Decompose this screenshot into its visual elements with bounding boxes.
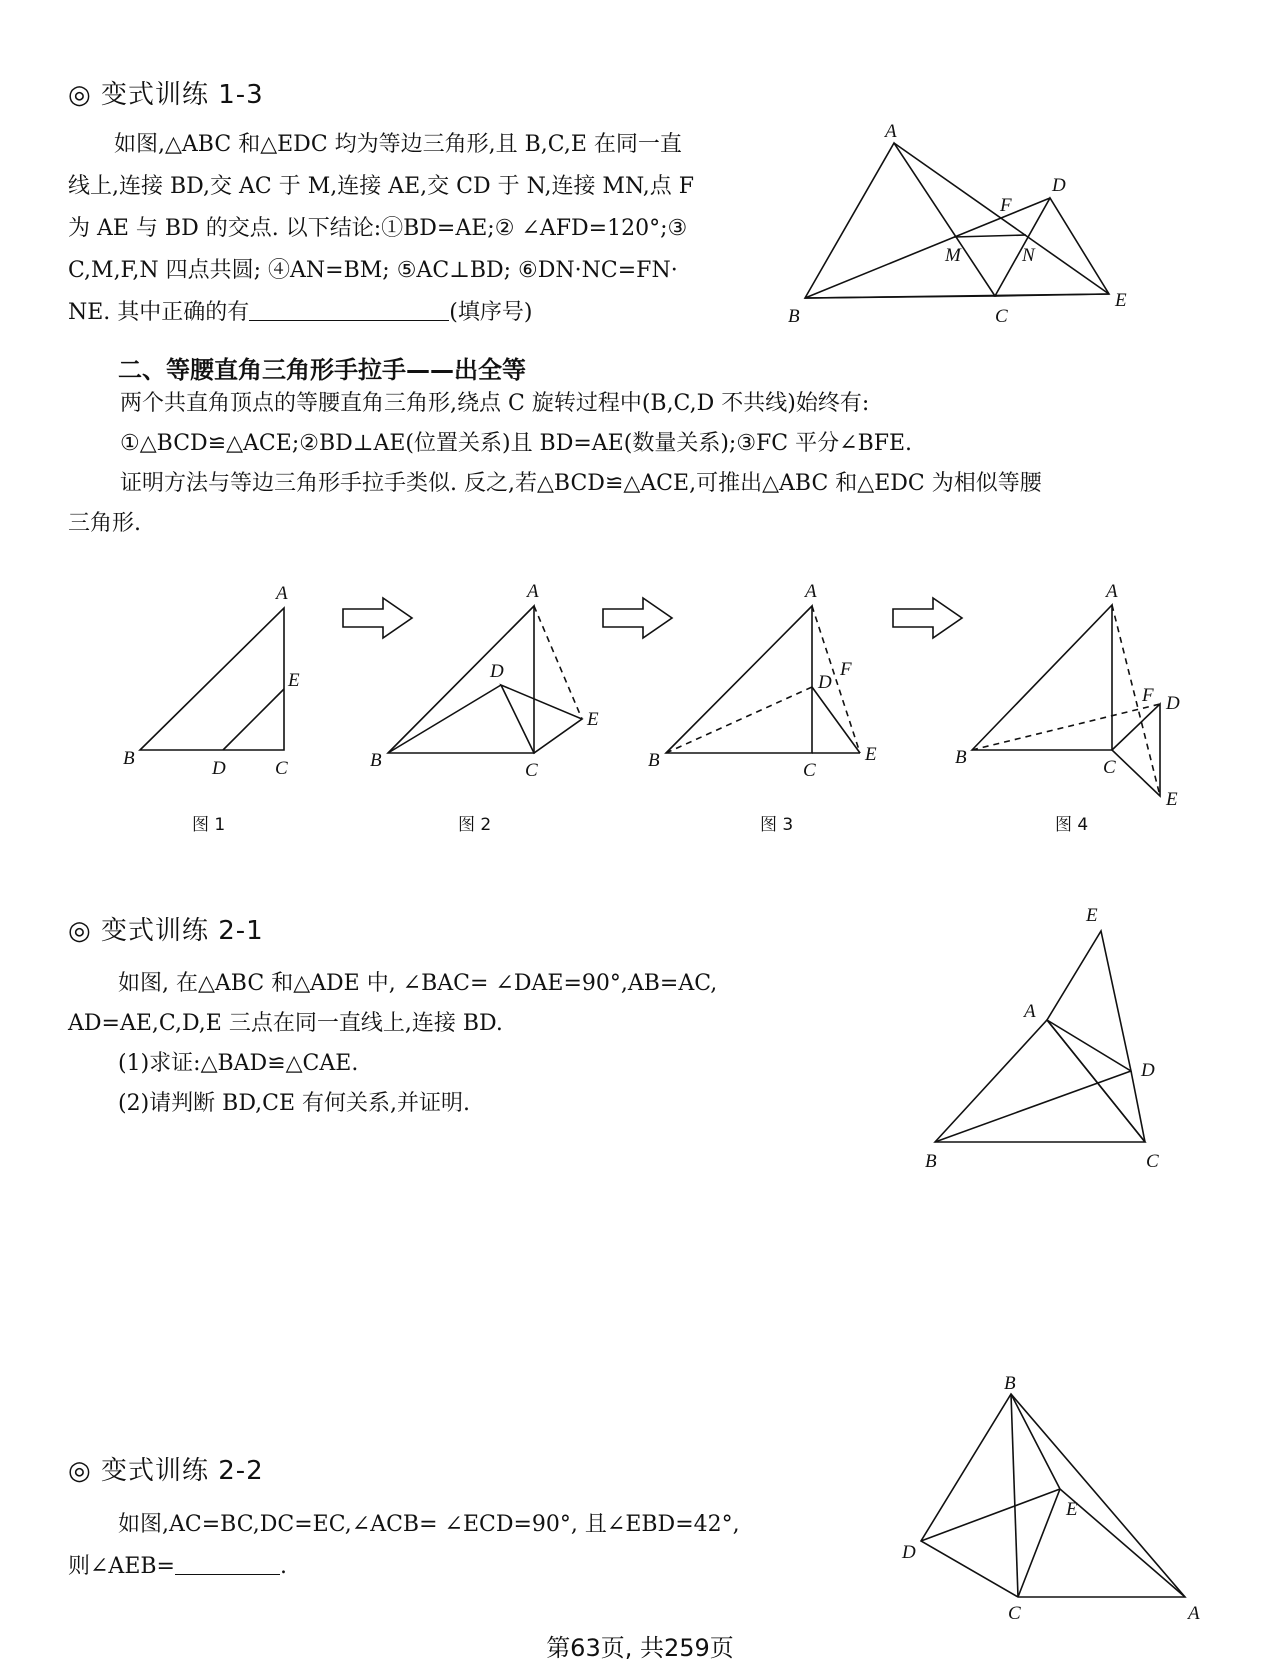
ex22-label-a: A: [1188, 1603, 1200, 1624]
fig2-label-b: B: [370, 750, 382, 771]
ex22-figure: [880, 1373, 1230, 1624]
ex22-line-2-prefix: 则∠AEB=: [68, 1554, 175, 1579]
ex21-label-c: C: [1146, 1151, 1159, 1172]
figure-3: [648, 581, 877, 835]
ex22-answer-blank[interactable]: [175, 1552, 280, 1575]
fig4-label-a: A: [1106, 581, 1118, 602]
ex22-segment-de: [921, 1489, 1060, 1541]
ex22-text: [68, 1504, 888, 1588]
figure-2-caption: 图 2: [458, 815, 492, 835]
ex13-line-5-prefix: NE. 其中正确的有: [68, 300, 250, 325]
section2-text: [68, 384, 1218, 544]
fig3-label-b: B: [648, 750, 660, 771]
ex22-heading: ◎ 变式训练 2-2: [68, 1456, 264, 1486]
ex13-heading: ◎ 变式训练 1-3: [68, 80, 264, 110]
ex21-label-d: D: [1141, 1060, 1155, 1081]
ex13-line-2: 线上,连接 BD,交 AC 于 M,连接 AE,交 CD 于 N,连接 MN,点 F: [68, 174, 695, 199]
ex13-label-c: C: [995, 306, 1008, 327]
arrow-1-icon: [343, 598, 412, 638]
ex13-segment-mn: [954, 235, 1026, 237]
ex22-label-d: D: [902, 1542, 916, 1563]
ex21-line-1: 如图, 在△ABC 和△ADE 中, ∠BAC= ∠DAE=90°,AB=AC,: [118, 971, 718, 996]
ex13-line-1: 如图,△ABC 和△EDC 均为等边三角形,且 B,C,E 在同一直: [114, 132, 682, 157]
ex21-label-a: A: [1024, 1001, 1036, 1022]
fig3-label-c: C: [803, 760, 816, 781]
ex21-segment-bd: [935, 1071, 1131, 1142]
ex21-figure: [920, 905, 1180, 1175]
section2-line-4: 三角形.: [68, 511, 141, 536]
ex22-outline: [921, 1394, 1185, 1597]
section2-line-2: ①△BCD≌△ACE;②BD⊥AE(位置关系)且 BD=AE(数量关系);③FC 平分∠BFE.: [120, 431, 913, 456]
ex21-heading: ◎ 变式训练 2-1: [68, 916, 264, 946]
ex22-label-c: C: [1008, 1603, 1021, 1624]
ex13-segment-ae: [894, 143, 1109, 294]
ex13-label-a: A: [885, 121, 897, 142]
ex22-segment-bc: [1011, 1394, 1018, 1597]
fig3-label-e: E: [865, 744, 877, 765]
ex21-line-3: (1)求证:△BAD≌△CAE.: [118, 1051, 359, 1076]
ex13-label-n: N: [1022, 245, 1035, 266]
ex13-label-d: D: [1052, 175, 1066, 196]
fig1-label-a: A: [276, 583, 288, 604]
ex13-label-m: M: [945, 245, 961, 266]
ex21-label-e: E: [1086, 905, 1098, 926]
ex13-line-4: C,M,F,N 四点共圆; ④AN=BM; ⑤AC⊥BD; ⑥DN·NC=FN·: [68, 258, 678, 283]
ex13-line-be: [805, 294, 1109, 298]
fig4-label-e: E: [1166, 789, 1178, 810]
ex21-line-2: AD=AE,C,D,E 三点在同一直线上,连接 BD.: [68, 1011, 503, 1036]
arrow-3-icon: [893, 598, 962, 638]
figure-4-caption: 图 4: [1055, 815, 1089, 835]
section2-line-1: 两个共直角顶点的等腰直角三角形,绕点 C 旋转过程中(B,C,D 不共线)始终有:: [120, 391, 870, 416]
ex13-figure: [788, 115, 1220, 355]
ex13-line-5-suffix: (填序号): [449, 300, 533, 325]
ex22-line-2: [68, 1546, 888, 1588]
ex21-text: [68, 964, 868, 1124]
figure-4: [955, 581, 1180, 835]
ex13-answer-blank[interactable]: [249, 298, 449, 321]
ex21-segment-dc: [1131, 1071, 1145, 1142]
arrow-2-icon: [603, 598, 672, 638]
ex22-line-2-suffix: .: [279, 1554, 287, 1579]
section2-line-3: 证明方法与等边三角形手拉手类似. 反之,若△BCD≌△ACE,可推出△ABC 和△EDC 为相似等腰: [120, 471, 1042, 496]
ex22-segment-ce: [1018, 1489, 1060, 1597]
ex21-triangle-ade: [1047, 931, 1131, 1071]
fig4-label-d: D: [1166, 693, 1180, 714]
fig1-label-b: B: [123, 748, 135, 769]
ex13-label-e: E: [1115, 290, 1127, 311]
ex22-line-1: 如图,AC=BC,DC=EC,∠ACB= ∠ECD=90°, 且∠EBD=42°,: [118, 1512, 740, 1537]
fig2-label-c: C: [525, 760, 538, 781]
fig1-label-e: E: [288, 670, 300, 691]
ex13-label-f: F: [1000, 195, 1012, 216]
ex13-line-5: [68, 292, 808, 334]
ex22-label-e: E: [1066, 1499, 1078, 1520]
ex22-segment-ea: [1060, 1489, 1185, 1597]
ex13-segment-bd: [805, 198, 1050, 298]
fig3-label-d: D: [818, 672, 832, 693]
fig3-label-f: F: [840, 659, 852, 680]
fig4-label-b: B: [955, 747, 967, 768]
figure-3-caption: 图 3: [760, 815, 794, 835]
fig2-label-e: E: [587, 709, 599, 730]
figures-row: [100, 575, 1220, 835]
fig1-label-c: C: [275, 758, 288, 779]
ex13-line-3: 为 AE 与 BD 的交点. 以下结论:①BD=AE;② ∠AFD=120°;③: [68, 216, 688, 241]
ex21-triangle-abc: [935, 1020, 1145, 1142]
fig1-label-d: D: [212, 758, 226, 779]
fig2-label-a: A: [527, 581, 539, 602]
ex21-segment-ac: [1047, 1020, 1145, 1142]
ex13-triangle-abc: [805, 143, 995, 298]
ex22-label-b: B: [1004, 1373, 1016, 1394]
fig4-label-c: C: [1103, 757, 1116, 778]
ex13-label-b: B: [788, 306, 800, 327]
section2-title: 二、等腰直角三角形手拉手——出全等: [118, 356, 526, 384]
ex21-line-4: (2)请判断 BD,CE 有何关系,并证明.: [118, 1091, 471, 1116]
fig4-label-f: F: [1142, 685, 1154, 706]
fig2-label-d: D: [490, 661, 504, 682]
fig3-label-a: A: [805, 581, 817, 602]
figure-1-caption: 图 1: [192, 815, 226, 835]
figure-2: [370, 581, 599, 835]
figure-1: [123, 583, 300, 835]
ex13-text: [68, 124, 808, 334]
ex21-label-b: B: [925, 1151, 937, 1172]
page-footer: 第63页, 共259页: [546, 1634, 734, 1662]
